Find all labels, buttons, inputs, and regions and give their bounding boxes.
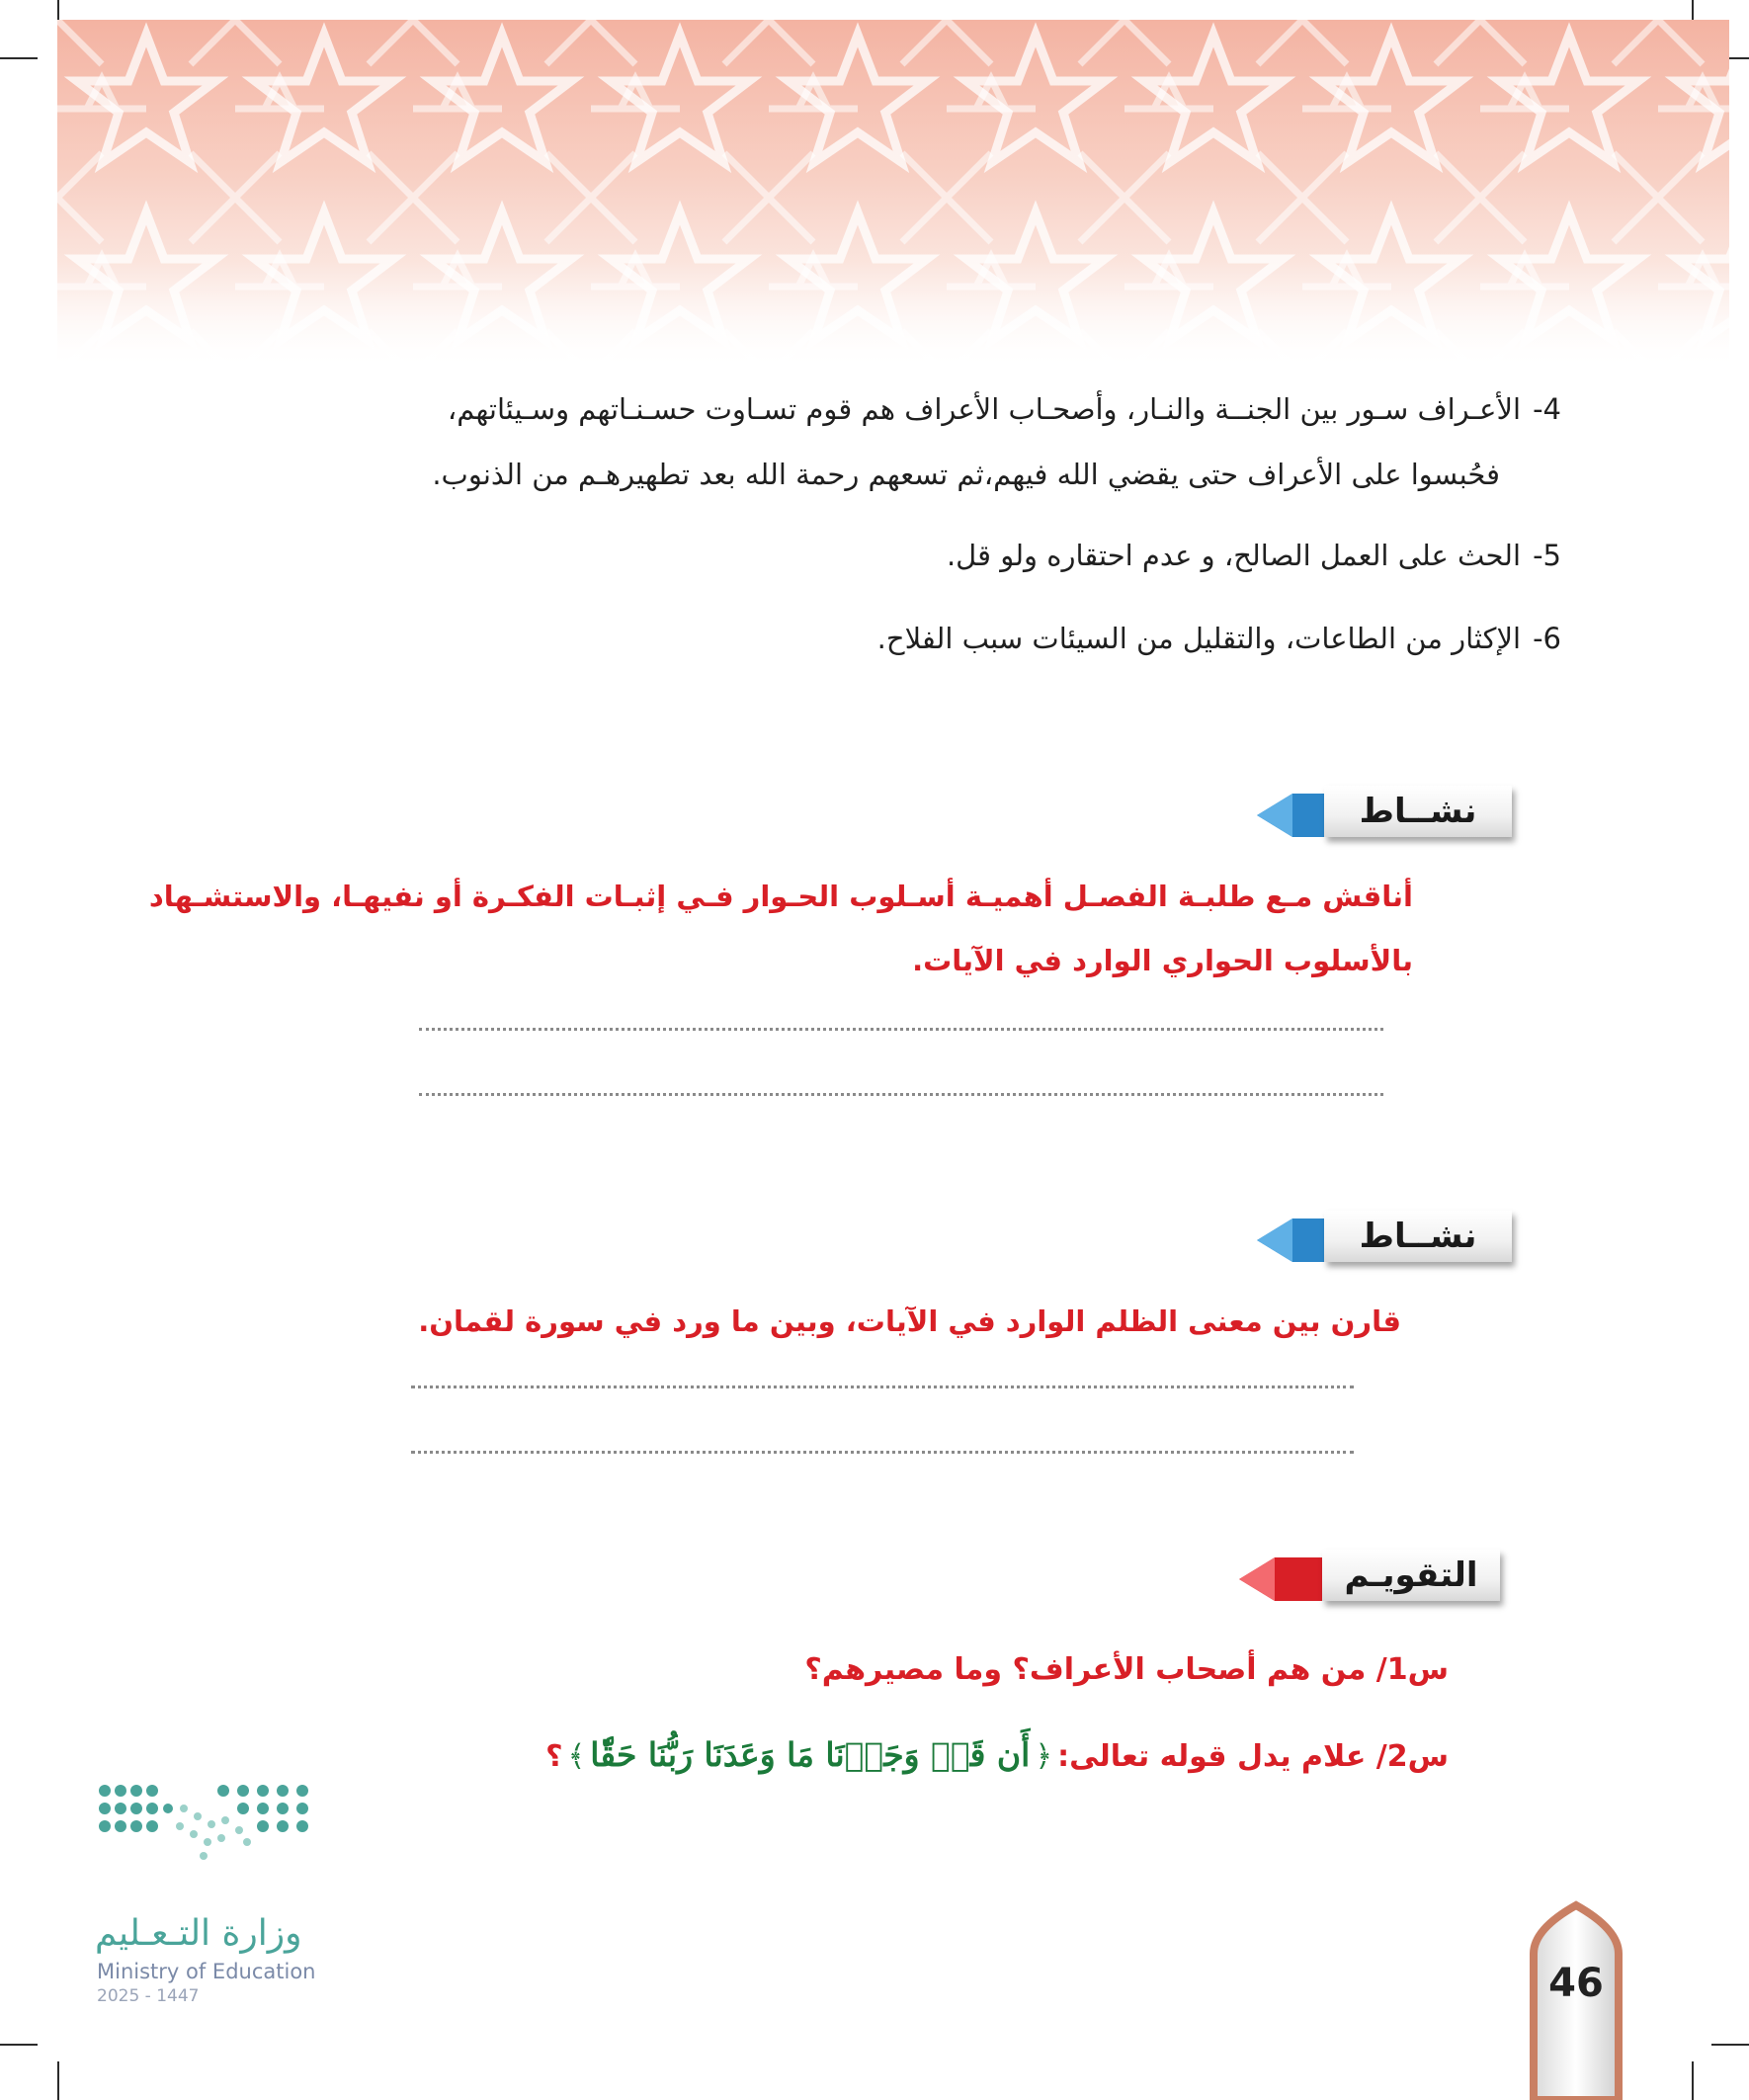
point-4-line-1: 4-الأعـراف سـور بين الجنــة والنـار، وأصحـاب الأعراف هم قوم تسـاوت حسـنـاتهم وسـيئاتهم، bbox=[447, 392, 1561, 426]
activity-2-title: نشــاط bbox=[1324, 1211, 1512, 1262]
star-pattern-graphic bbox=[57, 20, 1729, 366]
activity-2-line-1: قارن بين معنى الظلم الوارد في الآيات، وبين ما ورد في سورة لقمان. bbox=[418, 1304, 1401, 1338]
ministry-year: 2025 - 1447 bbox=[97, 1986, 200, 2006]
activity-1-line-2: بالأسلوب الحواري الوارد في الآيات. bbox=[912, 944, 1413, 977]
question-2 bbox=[545, 1735, 1449, 1774]
ayah-text: أَن قَدۡ وَجَدۡنَا مَا وَعَدَنَا رَبُّنَا حَقّٗا bbox=[590, 1735, 1031, 1774]
crop-mark bbox=[0, 2044, 38, 2046]
ayah-close-bracket: ﴾ bbox=[567, 1739, 586, 1774]
activity-2-label bbox=[1253, 1211, 1512, 1270]
page-number-tab bbox=[1528, 1899, 1624, 2100]
page-number: 46 bbox=[1548, 1961, 1604, 2006]
ministry-arabic-name: وزارة التـعـليم bbox=[95, 1913, 302, 1954]
crop-mark bbox=[0, 57, 38, 59]
point-4-line-2: فحُبسوا على الأعراف حتى يقضي الله فيهم،ثم تسعهم رحمة الله بعد تطهيرهـم من الذنوب. bbox=[432, 458, 1500, 491]
answer-line[interactable] bbox=[411, 1386, 1354, 1388]
crop-mark bbox=[1692, 2061, 1694, 2100]
point-number: 5- bbox=[1533, 539, 1561, 572]
evaluation-title: التقويـم bbox=[1322, 1550, 1500, 1601]
answer-line[interactable] bbox=[411, 1451, 1354, 1454]
answer-line[interactable] bbox=[419, 1093, 1383, 1096]
point-number: 6- bbox=[1533, 622, 1561, 655]
point-5: 5-الحث على العمل الصالح، و عدم احتقاره ولو قل. bbox=[946, 539, 1561, 572]
question-1: س1/ من هم أصحاب الأعراف؟ وما مصيرهم؟ bbox=[804, 1652, 1449, 1687]
crop-mark bbox=[57, 2061, 59, 2100]
activity-1-line-1: أناقش مـع طلبـة الفصـل أهميـة أسـلوب الحـوار فـي إثبـات الفكـرة أو نفيهـا، والاستشـهاد bbox=[148, 880, 1413, 913]
answer-line[interactable] bbox=[419, 1028, 1383, 1031]
point-number: 4- bbox=[1533, 392, 1561, 426]
question-2-mark: ؟ bbox=[545, 1739, 563, 1774]
activity-1-title: نشــاط bbox=[1324, 786, 1512, 837]
point-6: 6-الإكثار من الطاعات، والتقليل من السيئات سبب الفلاح. bbox=[876, 622, 1561, 655]
activity-1-label bbox=[1253, 786, 1512, 845]
crop-mark bbox=[1711, 2044, 1749, 2046]
ministry-english-name: Ministry of Education bbox=[97, 1960, 316, 1983]
evaluation-label bbox=[1235, 1550, 1500, 1609]
ayah-open-bracket: ﴿ bbox=[1035, 1739, 1053, 1774]
header-pattern bbox=[57, 20, 1729, 366]
question-2-prefix: س2/ علام يدل قوله تعالى: bbox=[1057, 1739, 1449, 1774]
